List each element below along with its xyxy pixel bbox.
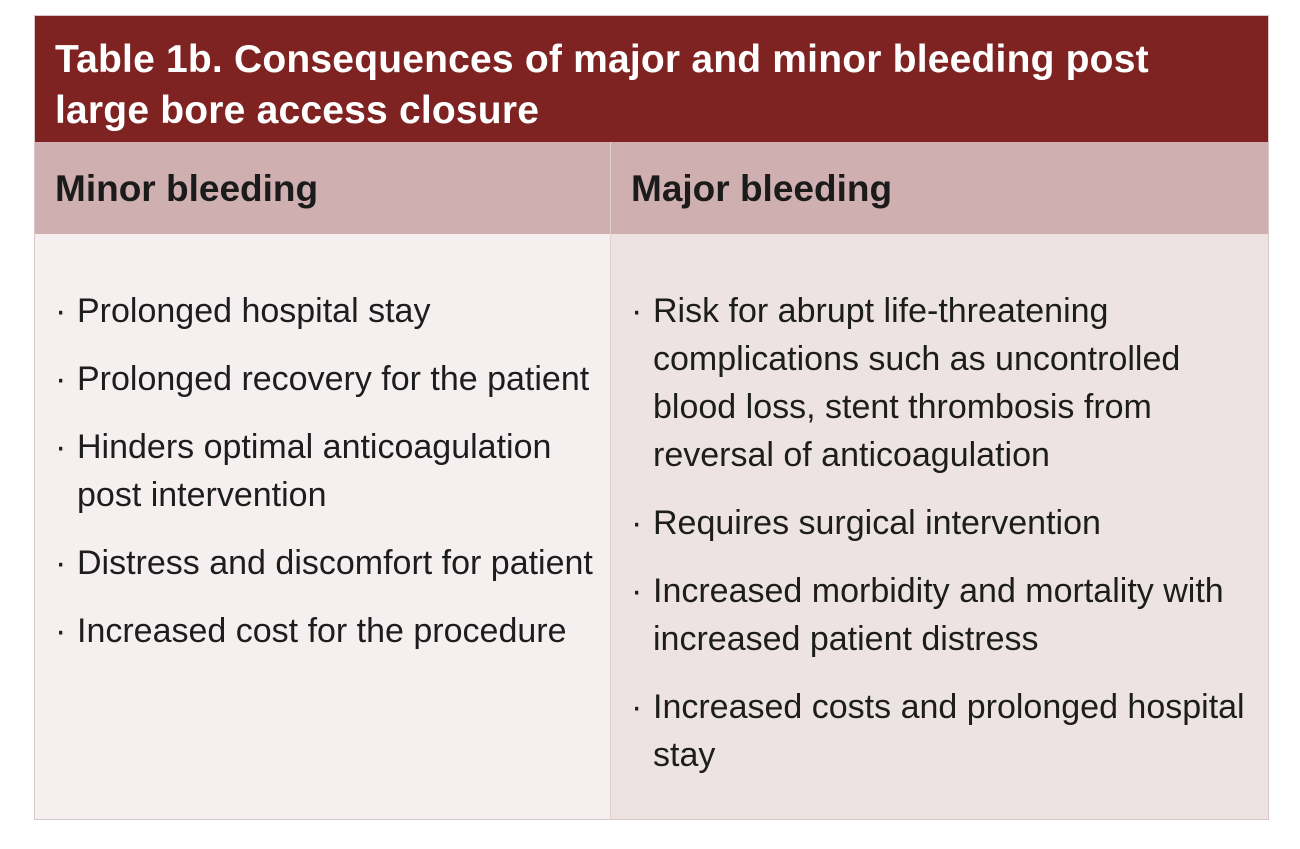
bullet-icon: · — [631, 688, 643, 726]
bullet-icon: · — [631, 292, 643, 330]
column-header-major-bleeding: Major bleeding — [611, 142, 1269, 234]
bullet-icon: · — [55, 612, 67, 650]
column-header-minor-bleeding: Minor bleeding — [35, 142, 610, 234]
table-label: Table 1b. — [55, 38, 223, 81]
list-item: · Requires surgical intervention — [631, 499, 1260, 547]
list-item: · Risk for abrupt life-threatening complications such as uncontrolled blood loss, stent thrombosis from reversal of anticoagulation — [631, 287, 1260, 479]
list-item: · Hinders optimal anticoagulation post intervention — [55, 423, 600, 519]
bullet-icon: · — [55, 360, 67, 398]
list-item: · Prolonged hospital stay — [55, 287, 600, 335]
major-bleeding-list — [631, 287, 1260, 779]
list-item: · Prolonged recovery for the patient — [55, 355, 600, 403]
table-title — [35, 16, 1268, 142]
list-item: · Increased morbidity and mortality with increased patient distress — [631, 567, 1260, 663]
major-bleeding-column — [611, 234, 1269, 819]
bullet-icon: · — [55, 544, 67, 582]
minor-bleeding-column — [35, 234, 610, 819]
bullet-icon: · — [631, 504, 643, 542]
bullet-icon: · — [55, 428, 67, 466]
bullet-icon: · — [55, 292, 67, 330]
consequences-table — [34, 15, 1269, 820]
list-item: · Increased costs and prolonged hospital stay — [631, 683, 1260, 779]
list-item: · Distress and discomfort for patient — [55, 539, 600, 587]
list-item: · Increased cost for the procedure — [55, 607, 600, 655]
minor-bleeding-list — [55, 287, 600, 655]
bullet-icon: · — [631, 572, 643, 610]
table-title-text: Consequences of major and minor bleeding post large bore access closure — [55, 38, 1149, 132]
